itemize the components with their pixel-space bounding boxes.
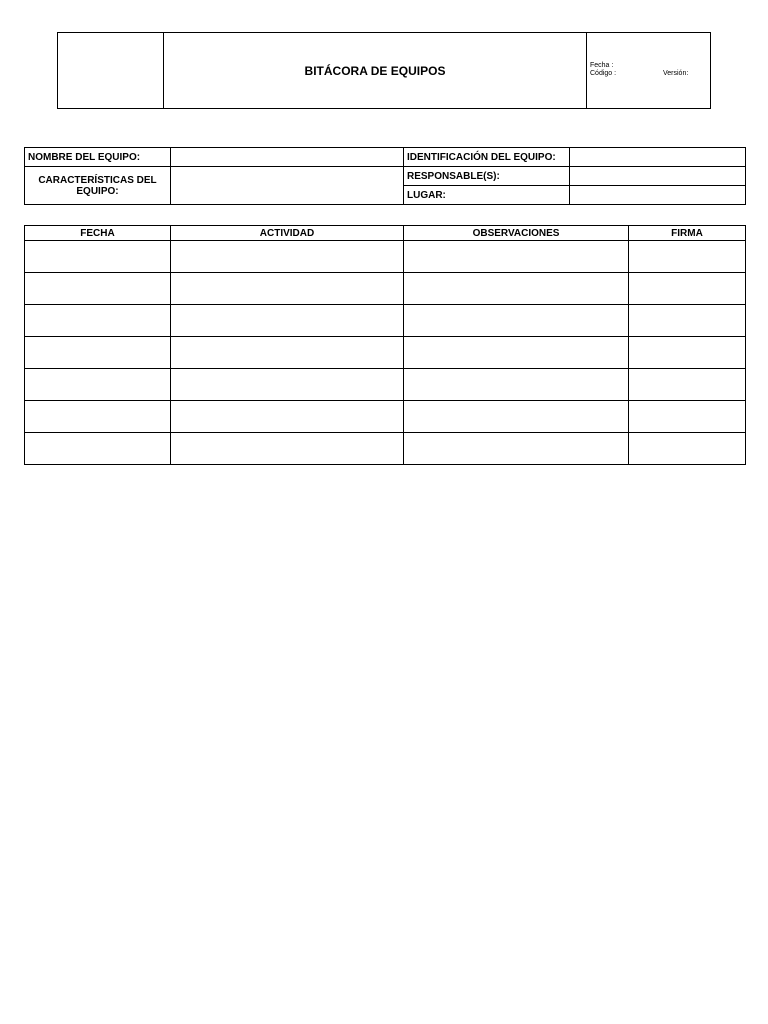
fecha-label: Fecha :	[590, 62, 614, 69]
actividad-cell[interactable]	[171, 401, 404, 433]
log-body	[25, 241, 746, 465]
actividad-cell[interactable]	[171, 241, 404, 273]
table-row	[25, 273, 746, 305]
nombre-field[interactable]	[171, 148, 404, 167]
firma-cell[interactable]	[629, 401, 746, 433]
fecha-cell[interactable]	[25, 337, 171, 369]
responsable-label: RESPONSABLE(S):	[404, 167, 570, 186]
lugar-field[interactable]	[570, 186, 746, 205]
caracteristicas-label: CARACTERÍSTICAS DEL EQUIPO:	[25, 167, 171, 205]
lugar-label: LUGAR:	[404, 186, 570, 205]
identificacion-field[interactable]	[570, 148, 746, 167]
actividad-cell[interactable]	[171, 305, 404, 337]
table-row	[25, 433, 746, 465]
info-row-1	[25, 148, 746, 167]
caracteristicas-field[interactable]	[171, 167, 404, 205]
codigo-label: Código :	[590, 70, 617, 77]
log-header-row	[25, 226, 746, 241]
firma-cell[interactable]	[629, 241, 746, 273]
observaciones-cell[interactable]	[404, 401, 629, 433]
fecha-cell[interactable]	[25, 433, 171, 465]
table-row	[25, 337, 746, 369]
actividad-cell[interactable]	[171, 273, 404, 305]
fecha-cell[interactable]	[25, 305, 171, 337]
document-title: BITÁCORA DE EQUIPOS	[164, 33, 587, 108]
fecha-cell[interactable]	[25, 401, 171, 433]
actividad-cell[interactable]	[171, 337, 404, 369]
actividad-cell[interactable]	[171, 369, 404, 401]
fecha-cell[interactable]	[25, 369, 171, 401]
document-header	[57, 32, 711, 109]
equipment-info-table	[24, 147, 746, 205]
identificacion-label: IDENTIFICACIÓN DEL EQUIPO:	[404, 148, 570, 167]
firma-cell[interactable]	[629, 433, 746, 465]
table-row	[25, 241, 746, 273]
table-row	[25, 369, 746, 401]
observaciones-cell[interactable]	[404, 369, 629, 401]
observaciones-cell[interactable]	[404, 241, 629, 273]
fecha-cell[interactable]	[25, 273, 171, 305]
column-header-fecha: FECHA	[25, 226, 171, 241]
firma-cell[interactable]	[629, 337, 746, 369]
fecha-cell[interactable]	[25, 241, 171, 273]
column-header-observaciones: OBSERVACIONES	[404, 226, 629, 241]
column-header-firma: FIRMA	[629, 226, 746, 241]
observaciones-cell[interactable]	[404, 337, 629, 369]
document-meta	[587, 33, 711, 108]
activity-log-table	[24, 225, 746, 465]
actividad-cell[interactable]	[171, 433, 404, 465]
observaciones-cell[interactable]	[404, 305, 629, 337]
logo-area	[58, 33, 164, 108]
firma-cell[interactable]	[629, 369, 746, 401]
table-row	[25, 401, 746, 433]
observaciones-cell[interactable]	[404, 433, 629, 465]
column-header-actividad: ACTIVIDAD	[171, 226, 404, 241]
observaciones-cell[interactable]	[404, 273, 629, 305]
info-row-2	[25, 167, 746, 186]
responsable-field[interactable]	[570, 167, 746, 186]
version-label: Versión:	[663, 70, 689, 77]
table-row	[25, 305, 746, 337]
firma-cell[interactable]	[629, 305, 746, 337]
firma-cell[interactable]	[629, 273, 746, 305]
nombre-label: NOMBRE DEL EQUIPO:	[25, 148, 171, 167]
